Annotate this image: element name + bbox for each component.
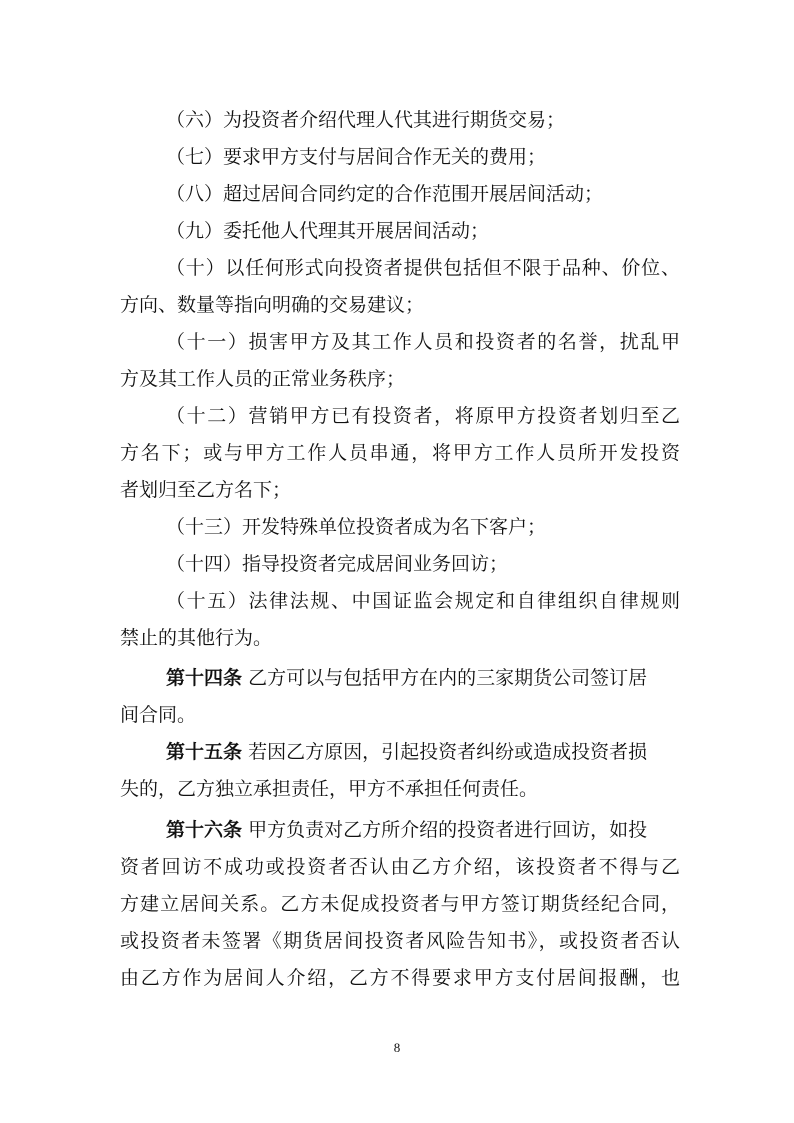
article-16-line1 bbox=[166, 812, 680, 848]
clause-12-line3: 者划归至乙方名下； bbox=[120, 479, 292, 501]
article-15-line1 bbox=[166, 734, 680, 770]
clause-11-line1: （十一）损害甲方及其工作人员和投资者的名誉，扰乱甲 bbox=[166, 331, 680, 353]
clause-10-line1: （十）以任何形式向投资者提供包括但不限于品种、价位、 bbox=[166, 257, 680, 279]
clause-13: （十三）开发特殊单位投资者成为名下客户； bbox=[166, 516, 547, 538]
article-16-text: 甲方负责对乙方所介绍的投资者进行回访，如投 bbox=[248, 819, 648, 841]
clause-11-line2: 方及其工作人员的正常业务秩序； bbox=[120, 368, 406, 390]
clause-7: （七）要求甲方支付与居间合作无关的费用； bbox=[166, 146, 547, 168]
page-number: 8 bbox=[393, 1040, 401, 1055]
clause-15-line1: （十五）法律法规、中国证监会规定和自律组织自律规则 bbox=[166, 590, 680, 612]
clause-12-line1: （十二）营销甲方已有投资者，将原甲方投资者划归至乙 bbox=[166, 405, 680, 427]
clause-9: （九）委托他人代理其开展居间活动； bbox=[166, 220, 490, 242]
article-14-heading: 第十四条 bbox=[166, 667, 243, 689]
article-15-heading: 第十五条 bbox=[166, 741, 243, 763]
clause-6: （六）为投资者介绍代理人代其进行期货交易； bbox=[166, 109, 566, 131]
article-14-text: 乙方可以与包括甲方在内的三家期货公司签订居 bbox=[248, 667, 648, 689]
clause-12-line2: 方名下；或与甲方工作人员串通，将甲方工作人员所开发投资 bbox=[120, 442, 680, 464]
article-15-line2: 失的，乙方独立承担责任，甲方不承担任何责任。 bbox=[120, 778, 539, 800]
article-14-line2: 间合同。 bbox=[120, 704, 197, 726]
article-16-heading: 第十六条 bbox=[166, 819, 243, 841]
clause-14: （十四）指导投资者完成居间业务回访； bbox=[166, 553, 509, 575]
article-15-text: 若因乙方原因，引起投资者纠纷或造成投资者损 bbox=[248, 741, 648, 763]
clause-15-line2: 禁止的其他行为。 bbox=[120, 627, 273, 649]
article-14-line1 bbox=[166, 660, 680, 696]
article-16-line2: 资者回访不成功或投资者否认由乙方介绍，该投资者不得与乙 bbox=[120, 856, 680, 878]
clause-10-line2: 方向、数量等指向明确的交易建议； bbox=[120, 294, 425, 316]
clause-8: （八）超过居间合同约定的合作范围开展居间活动； bbox=[166, 183, 604, 205]
article-16-line5: 由乙方作为居间人介绍，乙方不得要求甲方支付居间报酬，也 bbox=[120, 967, 680, 989]
article-16-line3: 方建立居间关系。乙方未促成投资者与甲方签订期货经纪合同， bbox=[120, 893, 680, 915]
article-16-line4: 或投资者未签署《期货居间投资者风险告知书》，或投资者否认 bbox=[120, 930, 680, 952]
